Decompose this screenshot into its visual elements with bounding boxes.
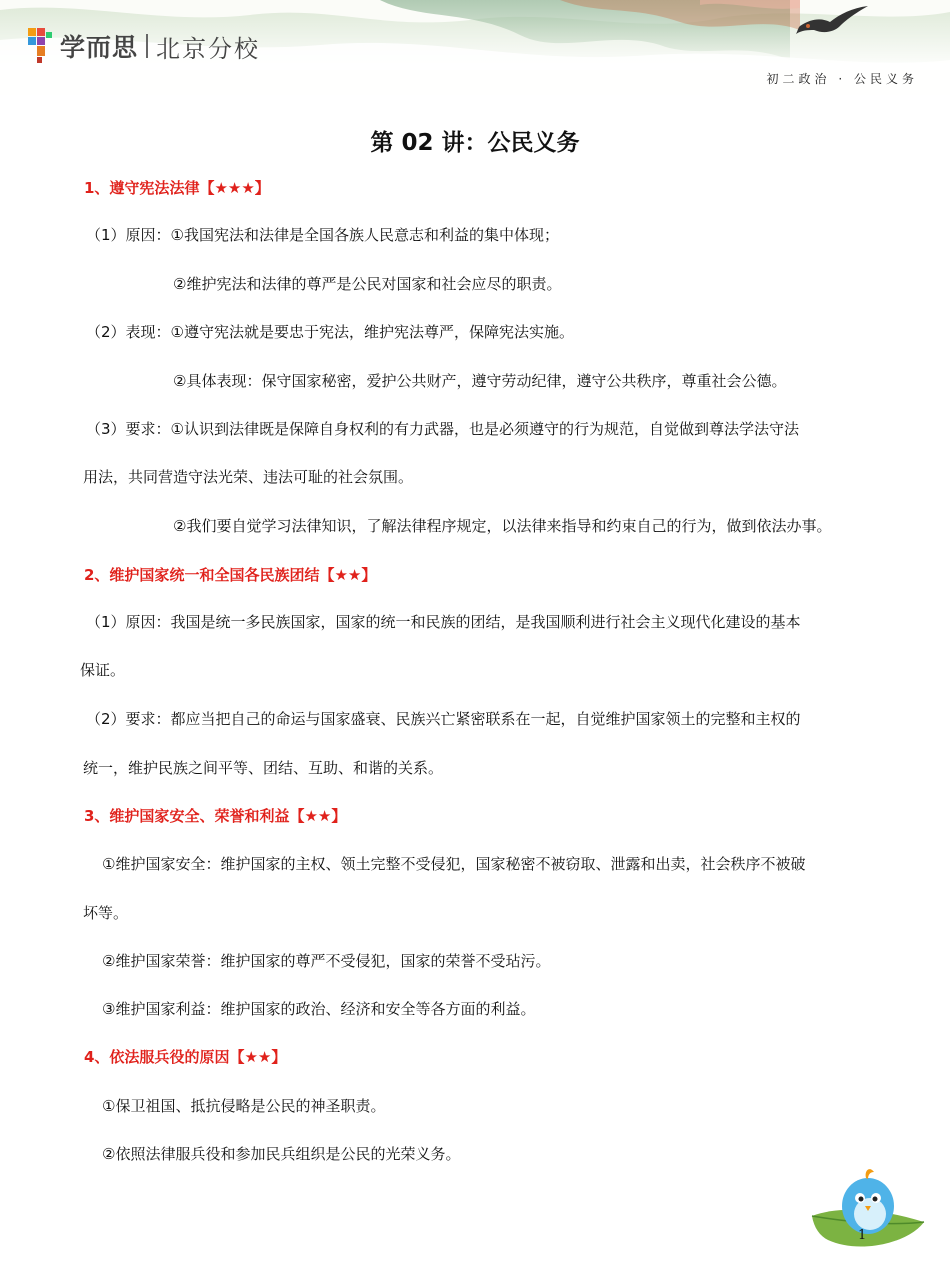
logo-divider bbox=[146, 34, 148, 58]
logo-mark-icon bbox=[26, 28, 54, 64]
section-heading-2: 2、维护国家统一和全国各民族团结【★★】 bbox=[84, 566, 377, 584]
section-heading-3: 3、维护国家安全、荣誉和利益【★★】 bbox=[84, 807, 347, 825]
course-subject-label: 初二政治 · 公民义务 bbox=[766, 72, 918, 86]
logo-main-text: 学而思 bbox=[60, 33, 139, 62]
section-2-line-3: （2）要求：都应当把自己的命运与国家盛衰、民族兴亡紧密联系在一起，自觉维护国家领土的完整和主权的 bbox=[86, 710, 801, 728]
section-1-line-2: ②维护宪法和法律的尊严是公民对国家和社会应尽的职责。 bbox=[173, 275, 562, 293]
section-1-line-6: 用法，共同营造守法光荣、违法可耻的社会氛围。 bbox=[83, 468, 414, 486]
section-heading-1: 1、遵守宪法法律【★★★】 bbox=[84, 179, 270, 197]
section-3-line-4: ③维护国家利益：维护国家的政治、经济和安全等各方面的利益。 bbox=[102, 1000, 536, 1018]
page-number: 1 bbox=[858, 1228, 867, 1243]
section-4-line-2: ②依照法律服兵役和参加民兵组织是公民的光荣义务。 bbox=[102, 1145, 461, 1163]
mascot-bird-icon bbox=[808, 1166, 928, 1256]
section-3-line-1: ①维护国家安全：维护国家的主权、领土完整不受侵犯，国家秘密不被窃取、泄露和出卖，社会秩序不被破 bbox=[102, 855, 806, 873]
brand-logo bbox=[26, 28, 260, 64]
section-1-line-1: （1）原因：①我国宪法和法律是全国各族人民意志和利益的集中体现； bbox=[86, 226, 559, 244]
section-3-line-2: 坏等。 bbox=[83, 904, 129, 922]
section-2-line-4: 统一，维护民族之间平等、团结、互助、和谐的关系。 bbox=[83, 759, 444, 777]
swallow-bird-icon bbox=[790, 4, 870, 40]
section-3-line-3: ②维护国家荣誉：维护国家的尊严不受侵犯，国家的荣誉不受玷污。 bbox=[102, 952, 551, 970]
section-1-line-3: （2）表现：①遵守宪法就是要忠于宪法，维护宪法尊严，保障宪法实施。 bbox=[86, 323, 574, 341]
section-4-line-1: ①保卫祖国、抵抗侵略是公民的神圣职责。 bbox=[102, 1097, 386, 1115]
section-1-line-5: （3）要求：①认识到法律既是保障自身权利的有力武器，也是必须遵守的行为规范，自觉做到尊法学法守法 bbox=[86, 420, 799, 438]
logo-branch-text: 北京分校 bbox=[156, 34, 261, 63]
section-2-line-1: （1）原因：我国是统一多民族国家，国家的统一和民族的团结，是我国顺利进行社会主义现代化建设的基本 bbox=[86, 613, 801, 631]
page-title: 第 02 讲：公民义务 bbox=[370, 130, 580, 156]
section-2-line-2: 保证。 bbox=[80, 661, 126, 679]
section-1-line-7: ②我们要自觉学习法律知识，了解法律程序规定，以法律来指导和约束自己的行为，做到依法办事。 bbox=[173, 517, 832, 535]
section-1-line-4: ②具体表现：保守国家秘密，爱护公共财产，遵守劳动纪律，遵守公共秩序，尊重社会公德。 bbox=[173, 372, 787, 390]
section-heading-4: 4、依法服兵役的原因【★★】 bbox=[84, 1048, 287, 1066]
